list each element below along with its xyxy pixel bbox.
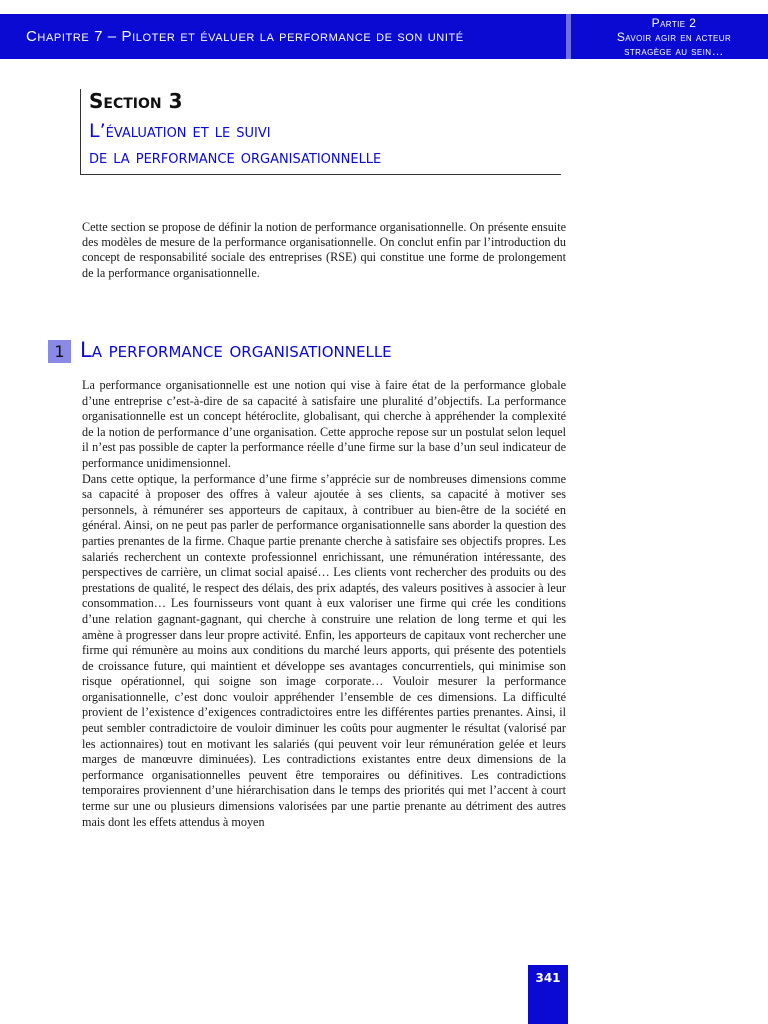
section-title-line2: de la performance organisationnelle [89, 146, 382, 168]
chapter-title: Chapitre 7 – Piloter et évaluer la performance de son unité [26, 28, 464, 45]
body-text [82, 378, 566, 830]
part-title-line2: stragège au sein… [624, 43, 724, 58]
body-paragraph-2: Dans cette optique, la performance d’une firme s’apprécie sur de nombreuses dimensions comme sa capacité à proposer des offres à valeur ajoutée à ses clients, sa capacité à motiver ses personnels, à rémunérer ses apporteurs de capitaux, à contribuer au bien-être de la société en général. Ainsi, on ne peut pas parler de performance organisationnelle sans aborder la question des parties prenantes de la firme. Chaque partie prenante cherche à satisfaire ses objectifs propres. Les salariés recherchent un contexte professionnel enrichissant, une rémunération intéressante, des perspectives de carrière, un climat social apaisé… Les clients vont rechercher des produits ou des prestations de qualité, le respect des délais, des prix adaptés, des valeurs positives à associer à leur consommation… Les fournisseurs vont quant à eux valoriser une firme qui crée les conditions d’une relation gagnant-gagnant, qui cherche à construire une relation de long terme et qui les amène à progresser dans leur propre activité. Enfin, les apporteurs de capitaux vont rechercher une firme qui rémunère au moins aux conditions du marché leurs apports, qui présente des potentiels de croissance future, qui maintient et développe ses avantages concurrentiels, qui minimise son risque opérationnel, qui soigne son image corporate… Vouloir mesurer la performance organisationnelle, c’est donc vouloir appréhender l’ensemble de ces dimensions. La difficulté provient de l’existence d’exigences contradictoires entre les différentes parties prenantes. Ainsi, il peut sembler contradictoire de vouloir diminuer les coûts pour augmenter le résultat (valorisé par les actionnaires) tout en motivant les salariés (qui peuvent voir leur rémunération gelée et leurs marges de manœuvre diminuées). Les contradictions existantes entre deux dimensions de la performance organisationnelles peuvent être temporaires ou définitives. Les contradictions temporaires proviennent d’une hiérarchisation dans le temps des priorités qui met l’accent à court terme sur une ou plusieurs dimensions valorisées par une partie prenante au détriment des autres mais dont les effets attendus à moyen [82, 471, 566, 829]
page-number: 341 [528, 965, 568, 1024]
section-number: Section 3 [89, 89, 183, 113]
part-label [580, 14, 768, 59]
section-heading-box [80, 89, 561, 175]
section-title [89, 118, 559, 170]
part-number: Partie 2 [651, 15, 697, 30]
intro-paragraph: Cette section se propose de définir la notion de performance organisationnelle. On présente ensuite des modèles de mesure de la performance organisationnelle. On conclut enfin par l’introduction du concept de responsabilité sociale des entreprises (RSE) qui constitue une forme de prolongement de la performance organisationnelle. [82, 220, 566, 280]
heading-title: La performance organisationnelle [80, 338, 392, 362]
body-paragraph-1: La performance organisationnelle est une notion qui vise à faire état de la performance globale d’une entreprise c’est-à-dire de sa capacité à satisfaire une pluralité d’objectifs. La performance organisationnelle est un concept hétéroclite, globalisant, qui cherche à appréhender la complexité de la notion de performance d’une organisation. Cette approche repose sur un postulat selon lequel il n’est pas possible de capter la performance réelle d’une firme sur la base d’un seul indicateur de performance unidimensionnel. [82, 378, 566, 470]
header-divider [566, 14, 571, 59]
section-title-line1: L’évaluation et le suivi [89, 120, 271, 142]
part-title-line1: Savoir agir en acteur [616, 29, 732, 44]
heading-number-badge: 1 [48, 340, 71, 363]
